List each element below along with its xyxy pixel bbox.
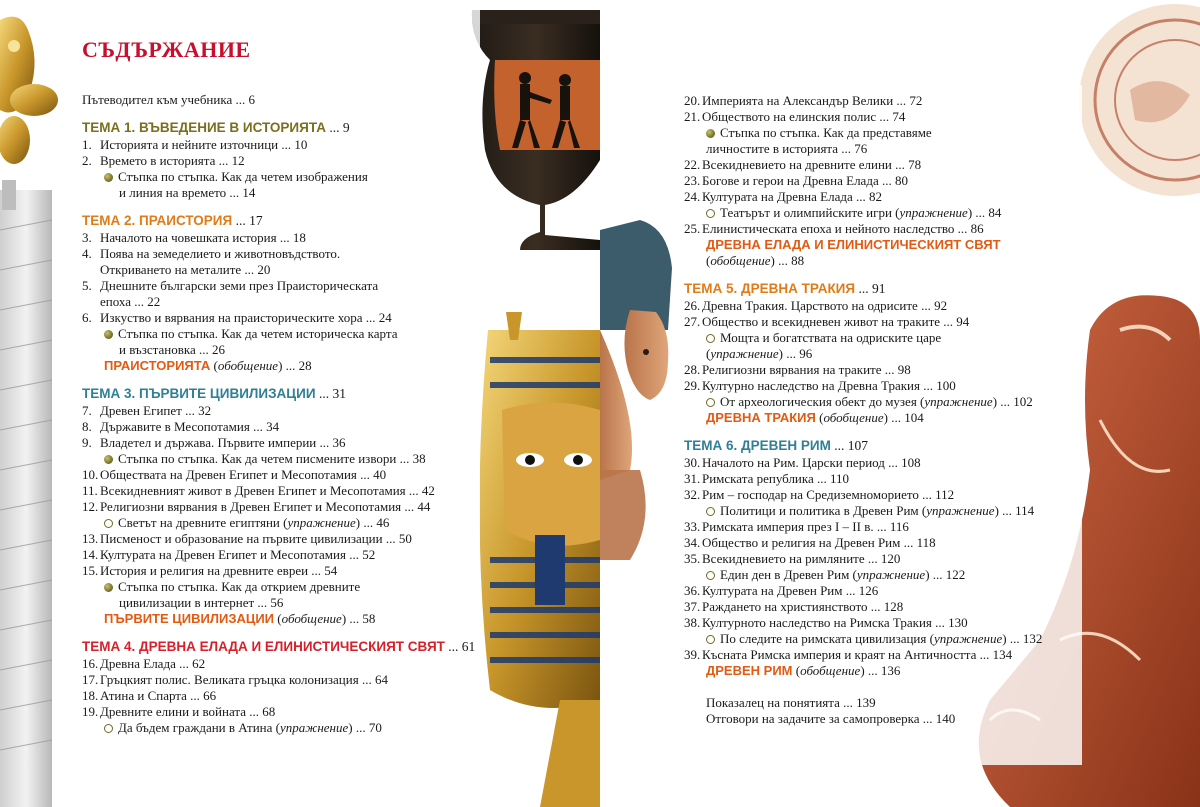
toc-entry-4[interactable]: 4. Поява на земеделието и животновъдството. bbox=[82, 246, 341, 261]
step-entry[interactable]: Стъпка по стъпка. Как да четем историческа карта bbox=[82, 326, 502, 342]
exercise-entry[interactable]: Един ден в Древен Рим (упражнение) ... 122 bbox=[684, 567, 1084, 583]
toc-entry-8[interactable]: 8. Държавите в Месопотамия ... 34 bbox=[82, 419, 280, 434]
topic-heading-6[interactable]: ТЕМА 6. ДРЕВЕН РИМ ... 107 bbox=[684, 438, 868, 453]
toc-entry-15[interactable]: 15. История и религия на древните евреи ... 54 bbox=[82, 563, 338, 578]
exercise-entry[interactable]: От археологическия обект до музея (упражнение) ... 102 bbox=[684, 394, 1084, 410]
toc-entry-20[interactable]: 20. Империята на Александър Велики ... 72 bbox=[684, 93, 923, 108]
exercise-entry-continued[interactable]: (упражнение) ... 96 bbox=[706, 346, 813, 361]
exercise-marker-icon bbox=[104, 724, 113, 733]
toc-entry-answers[interactable]: Отговори на задачите за самопроверка ... 140 bbox=[706, 711, 956, 726]
step-marker-icon bbox=[706, 129, 715, 138]
topic-heading-3[interactable]: ТЕМА 3. ПЪРВИТЕ ЦИВИЛИЗАЦИИ ... 31 bbox=[82, 386, 346, 401]
exercise-marker-icon bbox=[706, 209, 715, 218]
toc-entry-7[interactable]: 7. Древен Египет ... 32 bbox=[82, 403, 212, 418]
toc-entry-34[interactable]: 34. Общество и религия на Древен Рим ... 118 bbox=[684, 535, 936, 550]
toc-entry-5[interactable]: 5. Днешните български земи през Праисторическата bbox=[82, 278, 379, 293]
step-marker-icon bbox=[104, 455, 113, 464]
toc-entry-30[interactable]: 30. Началото на Рим. Царски период ... 108 bbox=[684, 455, 921, 470]
toc-entry-1[interactable]: 1. Историята и нейните източници ... 10 bbox=[82, 137, 308, 152]
toc-entry-2[interactable]: 2. Времето в историята ... 12 bbox=[82, 153, 245, 168]
toc-entry-5-continued[interactable]: епоха ... 22 bbox=[100, 294, 161, 309]
topic-heading-1[interactable]: ТЕМА 1. ВЪВЕДЕНИЕ В ИСТОРИЯТА ... 9 bbox=[82, 120, 350, 135]
summary-entry-4[interactable]: ДРЕВНА ЕЛАДА И ЕЛИНИСТИЧЕСКИЯТ СВЯТ bbox=[706, 237, 1001, 252]
toc-entry-6[interactable]: 6. Изкуство и вярвания на праисторическите хора ... 24 bbox=[82, 310, 392, 325]
exercise-entry[interactable]: Мощта и богатствата на одриските царе bbox=[684, 330, 1084, 346]
summary-entry-5[interactable]: ДРЕВНА ТРАКИЯ (обобщение) ... 104 bbox=[706, 410, 924, 425]
exercise-marker-icon bbox=[706, 635, 715, 644]
toc-entry-38[interactable]: 38. Културното наследство на Римска Тракия ... 130 bbox=[684, 615, 968, 630]
exercise-marker-icon bbox=[706, 507, 715, 516]
toc-entry-33[interactable]: 33. Римската империя през I – II в. ... 116 bbox=[684, 519, 909, 534]
toc-entry-25[interactable]: 25. Елинистическата епоха и нейното наследство ... 86 bbox=[684, 221, 984, 236]
toc-entry-3[interactable]: 3. Началото на човешката история ... 18 bbox=[82, 230, 306, 245]
toc-entry-10[interactable]: 10. Обществата на Древен Египет и Месопотамия ... 40 bbox=[82, 467, 387, 482]
topic-heading-4[interactable]: ТЕМА 4. ДРЕВНА ЕЛАДА И ЕЛИНИСТИЧЕСКИЯТ СВЯТ ... 61 bbox=[82, 639, 476, 654]
summary-entry-2[interactable]: ПРАИСТОРИЯТА (обобщение) ... 28 bbox=[104, 358, 312, 373]
toc-entry-22[interactable]: 22. Всекидневието на древните елини ... 78 bbox=[684, 157, 922, 172]
column-image bbox=[0, 180, 52, 807]
toc-entry-index[interactable]: Показалец на понятията ... 139 bbox=[706, 695, 876, 710]
toc-entry-24[interactable]: 24. Културата на Древна Елада ... 82 bbox=[684, 189, 882, 204]
toc-entry-17[interactable]: 17. Гръцкият полис. Великата гръцка колонизация ... 64 bbox=[82, 672, 388, 687]
toc-entry-14[interactable]: 14. Културата на Древен Египет и Месопотамия ... 52 bbox=[82, 547, 376, 562]
step-marker-icon bbox=[104, 583, 113, 592]
toc-entry-27[interactable]: 27. Общество и всекидневен живот на траките ... 94 bbox=[684, 314, 970, 329]
step-entry-continued[interactable]: и линия на времето ... 14 bbox=[119, 185, 256, 200]
exercise-entry[interactable]: Светът на древните египтяни (упражнение) ... 46 bbox=[82, 515, 502, 531]
toc-entry-39[interactable]: 39. Късната Римска империя и краят на Античността ... 134 bbox=[684, 647, 1013, 662]
page-title: СЪДЪРЖАНИЕ bbox=[82, 37, 251, 62]
toc-entry-36[interactable]: 36. Културата на Древен Рим ... 126 bbox=[684, 583, 879, 598]
summary-entry-6[interactable]: ДРЕВЕН РИМ (обобщение) ... 136 bbox=[706, 663, 901, 678]
step-entry-continued[interactable]: и възстановка ... 26 bbox=[119, 342, 225, 357]
toc-entry-29[interactable]: 29. Културно наследство на Древна Тракия ... 100 bbox=[684, 378, 956, 393]
summary-entry-3[interactable]: ПЪРВИТЕ ЦИВИЛИЗАЦИИ (обобщение) ... 58 bbox=[104, 611, 376, 626]
step-entry[interactable]: Стъпка по стъпка. Как да четем писмените извори ... 38 bbox=[82, 451, 502, 467]
exercise-entry[interactable]: Да бъдем граждани в Атина (упражнение) ... 70 bbox=[82, 720, 502, 736]
toc-entry-19[interactable]: 19. Древните елини и войната ... 68 bbox=[82, 704, 276, 719]
exercise-marker-icon bbox=[706, 571, 715, 580]
step-marker-icon bbox=[104, 173, 113, 182]
exercise-entry[interactable]: Политици и политика в Древен Рим (упражнение) ... 114 bbox=[684, 503, 1084, 519]
step-entry-continued[interactable]: личностите в историята ... 76 bbox=[706, 141, 868, 156]
toc-entry-26[interactable]: 26. Древна Тракия. Царството на одрисите ... 92 bbox=[684, 298, 948, 313]
toc-entry-37[interactable]: 37. Раждането на християнството ... 128 bbox=[684, 599, 904, 614]
summary-entry-4-continued[interactable]: (обобщение) ... 88 bbox=[706, 253, 805, 268]
exercise-entry[interactable]: Театърът и олимпийските игри (упражнение) ... 84 bbox=[684, 205, 1084, 221]
toc-entry-31[interactable]: 31. Римската република ... 110 bbox=[684, 471, 850, 486]
toc-entry-23[interactable]: 23. Богове и герои на Древна Елада ... 80 bbox=[684, 173, 908, 188]
toc-entry-35[interactable]: 35. Всекидневието на римляните ... 120 bbox=[684, 551, 901, 566]
step-marker-icon bbox=[104, 330, 113, 339]
step-entry-continued[interactable]: цивилизации в интернет ... 56 bbox=[119, 595, 284, 610]
toc-entry-12[interactable]: 12. Религиозни вярвания в Древен Египет и Месопотамия ... 44 bbox=[82, 499, 431, 514]
toc-left-column bbox=[82, 92, 502, 736]
toc-entry-11[interactable]: 11. Всекидневният живот в Древен Египет и Месопотамия ... 42 bbox=[82, 483, 435, 498]
step-entry[interactable]: Стъпка по стъпка. Как да представяме bbox=[684, 125, 1084, 141]
greek-plate-image bbox=[1079, 4, 1200, 196]
exercise-marker-icon bbox=[104, 519, 113, 528]
topic-heading-2[interactable]: ТЕМА 2. ПРАИСТОРИЯ ... 17 bbox=[82, 213, 263, 228]
exercise-entry[interactable]: По следите на римската цивилизация (упражнение) ... 132 bbox=[684, 631, 1084, 647]
toc-entry-4-continued[interactable]: Откриването на металите ... 20 bbox=[100, 262, 271, 277]
toc-entry-9[interactable]: 9. Владетел и държава. Първите империи ... 36 bbox=[82, 435, 346, 450]
exercise-marker-icon bbox=[706, 334, 715, 343]
golden-lamp-image bbox=[0, 17, 58, 164]
toc-entry-13[interactable]: 13. Писменост и образование на първите цивилизации ... 50 bbox=[82, 531, 412, 546]
toc-entry-18[interactable]: 18. Атина и Спарта ... 66 bbox=[82, 688, 217, 703]
step-entry[interactable]: Стъпка по стъпка. Как да открием древните bbox=[82, 579, 502, 595]
toc-entry-32[interactable]: 32. Рим – господар на Средиземноморието ... 112 bbox=[684, 487, 955, 502]
toc-entry-21[interactable]: 21. Обществото на елинския полис ... 74 bbox=[684, 109, 906, 124]
toc-entry-28[interactable]: 28. Религиозни вярвания на траките ... 98 bbox=[684, 362, 911, 377]
nefertiti-bust-image bbox=[600, 220, 672, 560]
step-entry[interactable]: Стъпка по стъпка. Как да четем изображения bbox=[82, 169, 502, 185]
toc-right-column bbox=[684, 93, 1084, 727]
topic-heading-5[interactable]: ТЕМА 5. ДРЕВНА ТРАКИЯ ... 91 bbox=[684, 281, 886, 296]
toc-entry-guide[interactable]: Пътеводител към учебника ... 6 bbox=[82, 92, 255, 107]
toc-entry-16[interactable]: 16. Древна Елада ... 62 bbox=[82, 656, 206, 671]
exercise-marker-icon bbox=[706, 398, 715, 407]
